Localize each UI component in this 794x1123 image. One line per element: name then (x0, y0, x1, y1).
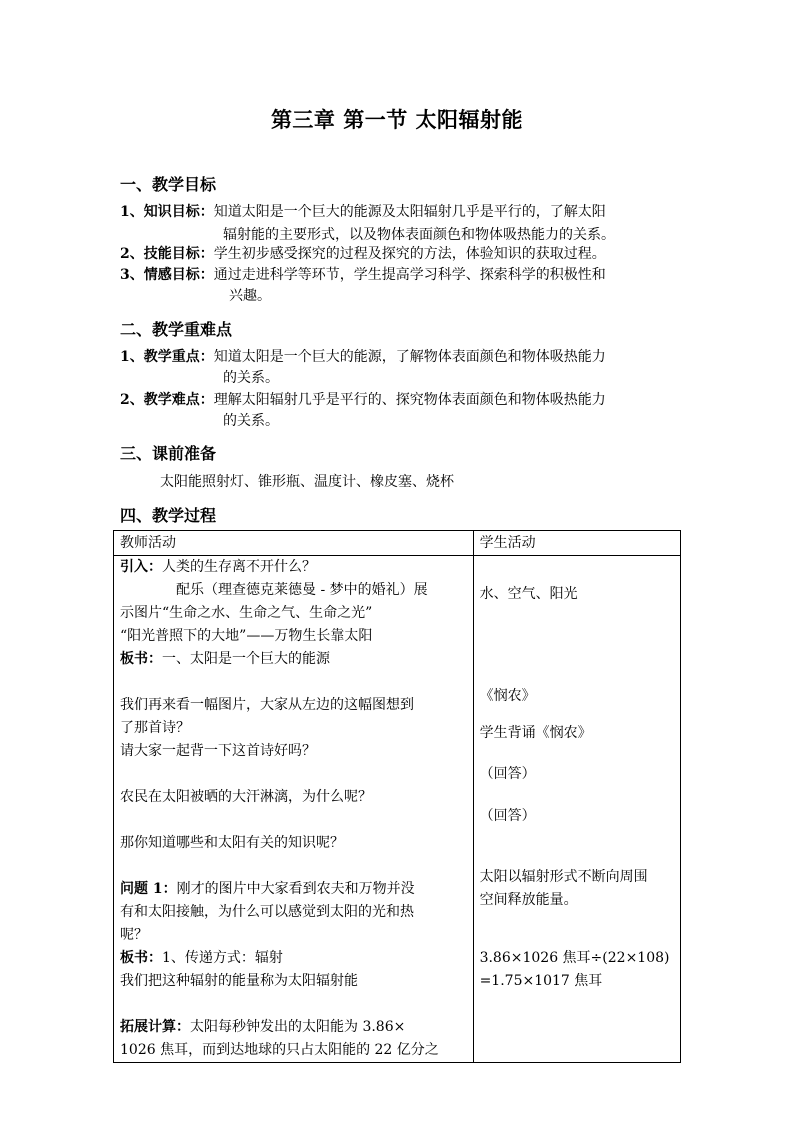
student-calculation: 3.86×1026 焦耳÷(22×108) (479, 950, 670, 966)
keypoint-text-cont: 的关系。 (223, 370, 279, 386)
goal-skill (120, 243, 680, 266)
goal-text: 通过走进科学等环节，学生提高学习科学、探索科学的积极性和 (213, 267, 606, 283)
picture-question-line: 了那首诗？ (120, 720, 190, 736)
board-label: 板书： (120, 950, 162, 966)
student-answer: （回答） (479, 808, 536, 824)
question-1-line: 呢？ (120, 927, 148, 943)
column-header-student: 学生活动 (473, 531, 680, 556)
goal-text-cont: 辐射能的主要形式，以及物体表面颜色和物体吸热能力的关系。 (223, 227, 615, 243)
keypoint-label: 1、教学重点： (120, 349, 214, 365)
student-calculation: =1.75×1017 焦耳 (479, 973, 603, 989)
table-row (114, 556, 681, 1063)
table-header-row (114, 531, 681, 556)
keypoint-text-cont: 的关系。 (223, 413, 279, 429)
page-title: 第三章 第一节 太阳辐射能 (270, 107, 524, 132)
keypoint-text: 理解太阳辐射几乎是平行的、探究物体表面颜色和物体吸热能力 (213, 392, 606, 408)
calculation-text: 太阳每秒钟发出的太阳能为 3.86× (190, 1019, 406, 1035)
keypoint-label: 2、教学难点： (120, 392, 214, 408)
recite-line: 请大家一起背一下这首诗好吗？ (120, 743, 316, 759)
calculation-line (120, 1016, 467, 1039)
board-text: 一、太阳是一个巨大的能源 (162, 651, 330, 667)
intro-label: 引入： (120, 559, 162, 575)
student-answer: （回答） (479, 766, 536, 782)
section-heading-goals: 一、教学目标 (120, 175, 217, 194)
student-recite: 学生背诵《悯农》 (479, 725, 592, 741)
goal-emotion (120, 264, 680, 287)
section-heading-keypoints: 二、教学重难点 (120, 320, 233, 339)
radiation-energy-line: 我们把这种辐射的能量称为太阳辐射能 (120, 973, 358, 989)
intro-text: 人类的生存离不开什么？ (162, 559, 316, 575)
intro-line (120, 556, 467, 579)
teacher-activity-cell (114, 556, 474, 1063)
question-1-line (120, 878, 467, 901)
student-activity-cell (473, 556, 680, 1063)
keypoint-difficulty (120, 389, 680, 412)
board-line-2 (120, 947, 467, 970)
keypoint-text: 知道太阳是一个巨大的能源，了解物体表面颜色和物体吸热能力 (213, 349, 606, 365)
column-header-teacher: 教师活动 (114, 531, 474, 556)
calculation-label: 拓展计算： (120, 1019, 190, 1035)
knowledge-question-line: 那你知道哪些和太阳有关的知识呢？ (120, 835, 344, 851)
question-1-line: 有和太阳接触，为什么可以感觉到太阳的光和热 (120, 904, 414, 920)
section-heading-process: 四、教学过程 (120, 506, 217, 525)
goal-label: 1、知识目标： (120, 204, 214, 220)
picture-question-line: 我们再来看一幅图片，大家从左边的这幅图想到 (120, 697, 414, 713)
goal-label: 3、情感目标： (120, 267, 214, 283)
student-answer-water: 水、空气、阳光 (479, 586, 578, 602)
board-line-1 (120, 648, 467, 671)
question-1-label: 问题 1： (120, 881, 177, 897)
keypoint-focus (120, 346, 680, 369)
board-label: 板书： (120, 651, 162, 667)
goal-knowledge (120, 201, 680, 224)
board-text: 1、传递方式：辐射 (162, 950, 283, 966)
student-radiation-answer: 太阳以辐射形式不断向周围 (479, 869, 648, 885)
question-1-text: 刚才的图片中大家看到农夫和万物并没 (176, 881, 415, 897)
goal-text: 知道太阳是一个巨大的能源及太阳辐射几乎是平行的，了解太阳 (213, 204, 606, 220)
goal-text: 学生初步感受探究的过程及探究的方法，体验知识的获取过程。 (213, 246, 606, 262)
goal-label: 2、技能目标： (120, 246, 214, 262)
music-line: 配乐（理查德克莱德曼 - 梦中的婚礼）展 (176, 582, 428, 598)
section-heading-preparation: 三、课前准备 (120, 444, 217, 463)
farmer-question-line: 农民在太阳被晒的大汗淋漓，为什么呢？ (120, 789, 372, 805)
student-radiation-answer: 空间释放能量。 (479, 892, 578, 908)
earth-line: “阳光普照下的大地”——万物生长靠太阳 (120, 628, 373, 644)
calculation-line: 1026 焦耳，而到达地球的只占太阳能的 22 亿分之 (120, 1042, 439, 1058)
pictures-line: 示图片“生命之水、生命之气、生命之光” (120, 605, 373, 621)
goal-text-cont: 兴趣。 (229, 288, 271, 304)
teaching-process-table (113, 530, 681, 1063)
student-answer-poem: 《悯农》 (479, 688, 536, 704)
preparation-materials: 太阳能照射灯、锥形瓶、温度计、橡皮塞、烧杯 (160, 474, 454, 490)
